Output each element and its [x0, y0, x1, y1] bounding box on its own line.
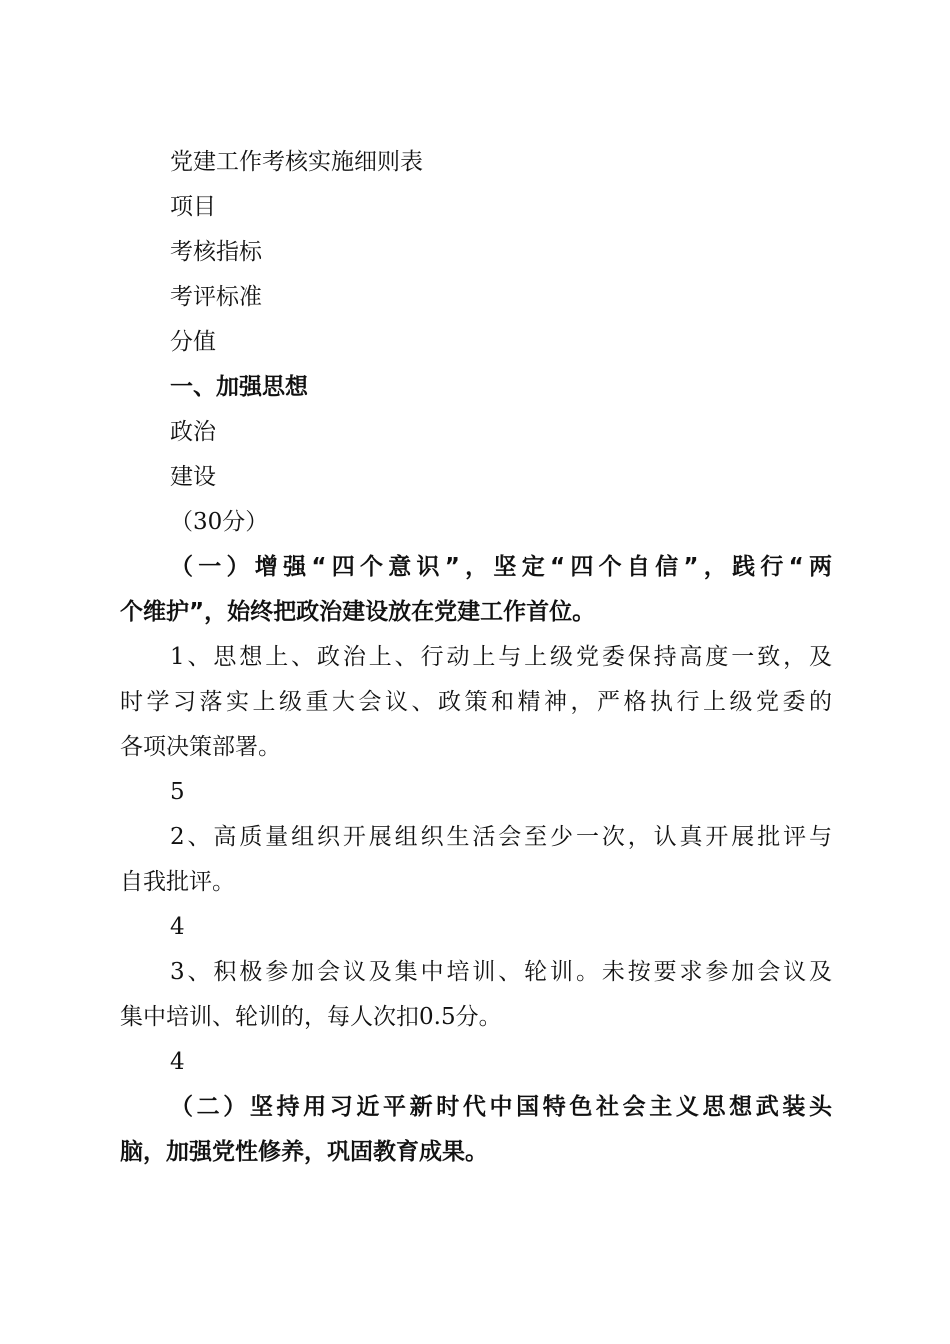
- item2-line-2: 脑，加强党性修养，巩固教育成果。: [120, 1139, 488, 1165]
- item1-3-line-1: 3、积极参加会议及集中培训、轮训。未按要求参加会议及: [170, 959, 832, 985]
- item1-1-line-3: 各项决策部署。: [120, 734, 281, 760]
- section-score: （30分）: [170, 509, 269, 535]
- header-score: 分值: [170, 329, 216, 355]
- section-subtitle-1: 政治: [170, 419, 216, 445]
- item1-1-score: 5: [170, 779, 185, 805]
- document-title: 党建工作考核实施细则表: [170, 149, 423, 175]
- item1-1-line-2: 时学习落实上级重大会议、政策和精神，严格执行上级党委的: [120, 689, 832, 715]
- item2-line-1: （二）坚持用习近平新时代中国特色社会主义思想武装头: [170, 1094, 832, 1120]
- section-title: 一、加强思想: [170, 374, 308, 400]
- header-project: 项目: [170, 194, 216, 220]
- section-subtitle-2: 建设: [170, 464, 216, 490]
- item1-2-score: 4: [170, 914, 185, 940]
- item1-line-1: （一）增强“四个意识”，坚定“四个自信”，践行“两: [170, 554, 832, 580]
- item1-3-line-2: 集中培训、轮训的，每人次扣0.5分。: [120, 1004, 502, 1030]
- item1-2-line-1: 2、高质量组织开展组织生活会至少一次，认真开展批评与: [170, 824, 832, 850]
- item1-1-line-1: 1、思想上、政治上、行动上与上级党委保持高度一致，及: [170, 644, 832, 670]
- item1-3-score: 4: [170, 1049, 185, 1075]
- header-indicator: 考核指标: [170, 239, 262, 265]
- item1-2-line-2: 自我批评。: [120, 869, 235, 895]
- header-standard: 考评标准: [170, 284, 262, 310]
- item1-line-2: 个维护”，始终把政治建设放在党建工作首位。: [120, 599, 596, 625]
